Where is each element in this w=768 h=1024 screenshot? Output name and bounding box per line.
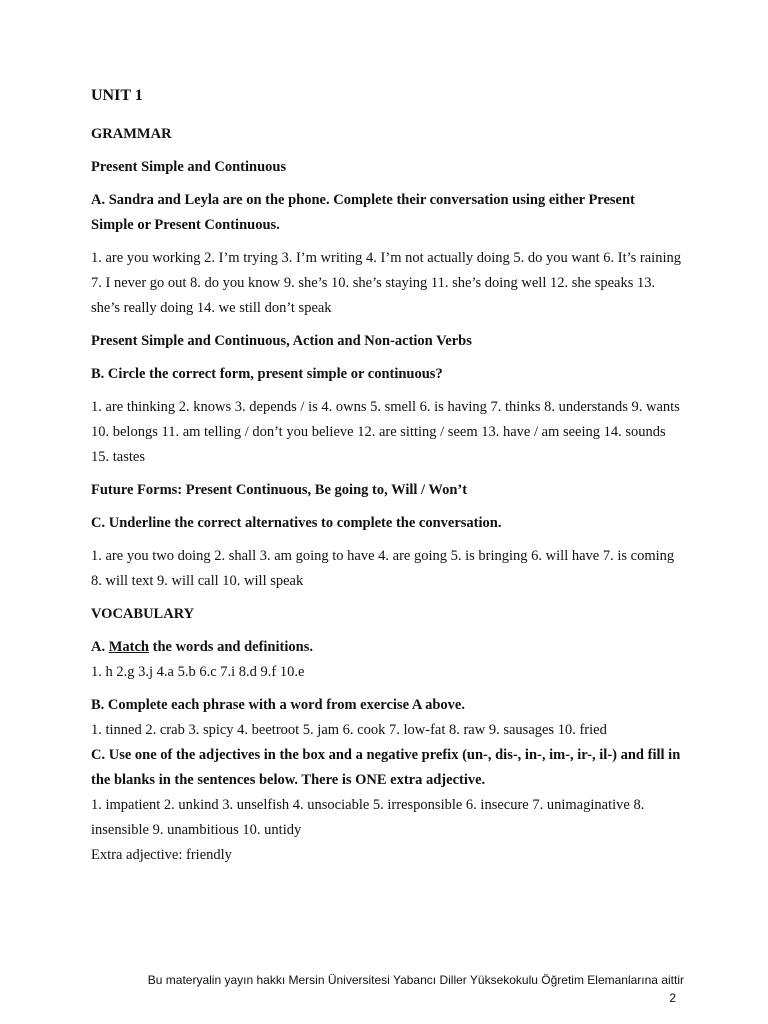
- vocab-a-answers: 1. h 2.g 3.j 4.a 5.b 6.c 7.i 8.d 9.f 10.e: [91, 664, 305, 680]
- exercise-c-instruction: C. Underline the correct alternatives to complete the conversation.: [91, 515, 502, 531]
- page-number: 2: [669, 991, 676, 1005]
- exercise-a-instruction: A. Sandra and Leyla are on the phone. Complete their conversation using either Present Simple or Present Continuous.: [91, 192, 635, 233]
- section-title-present-simple-continuous: Present Simple and Continuous: [91, 159, 287, 175]
- vocab-c-answers: 1. impatient 2. unkind 3. unselfish 4. unsociable 5. irresponsible 6. insecure 7. unimaginative 8. insensible 9. unambitious 10. untidy: [91, 797, 645, 838]
- exercise-a-answers: 1. are you working 2. I’m trying 3. I’m writing 4. I’m not actually doing 5. do you want 6. It’s raining 7. I never go out 8. do you know 9. she’s 10. she’s staying 11. she’s doing well 12. she speaks 13. she’s really doing 14. we still don’t speak: [91, 250, 681, 316]
- section-title-action-non-action: Present Simple and Continuous, Action and Non-action Verbs: [91, 333, 472, 349]
- unit-title: UNIT 1: [91, 87, 143, 104]
- exercise-b-instruction: B. Circle the correct form, present simple or continuous?: [91, 366, 443, 382]
- vocab-a-match-word: Match: [108, 639, 149, 655]
- vocab-a-instruction: [91, 635, 681, 660]
- vocabulary-heading: VOCABULARY: [91, 606, 195, 622]
- vocab-a-rest: the words and definitions.: [152, 639, 313, 655]
- document-page: [91, 84, 681, 868]
- vocab-c-instruction: C. Use one of the adjectives in the box and a negative prefix (un-, dis-, in-, im-, ir-, il-) and fill in the blanks in the sentences below. There is ONE extra adjective.: [91, 747, 681, 788]
- vocab-b-answers: 1. tinned 2. crab 3. spicy 4. beetroot 5. jam 6. cook 7. low-fat 8. raw 9. sausages 10. fried: [91, 722, 607, 738]
- exercise-b-answers: 1. are thinking 2. knows 3. depends / is 4. owns 5. smell 6. is having 7. thinks 8. understands 9. wants 10. belongs 11. am telling / don’t you believe 12. are sitting / seem 13. have / am seeing 14. sounds 15. tastes: [91, 399, 680, 465]
- vocab-b-instruction: B. Complete each phrase with a word from exercise A above.: [91, 697, 465, 713]
- vocab-a-label: A.: [91, 639, 106, 655]
- grammar-heading: GRAMMAR: [91, 126, 172, 142]
- section-title-future-forms: Future Forms: Present Continuous, Be going to, Will / Won’t: [91, 482, 468, 498]
- exercise-c-answers: 1. are you two doing 2. shall 3. am going to have 4. are going 5. is bringing 6. will have 7. is coming 8. will text 9. will call 10. will speak: [91, 548, 675, 589]
- vocab-c-extra-adjective: Extra adjective: friendly: [91, 847, 232, 863]
- copyright-notice: Bu materyalin yayın hakkı Mersin Üniversitesi Yabancı Diller Yüksekokulu Öğretim Elemanlarına aittir: [147, 973, 684, 987]
